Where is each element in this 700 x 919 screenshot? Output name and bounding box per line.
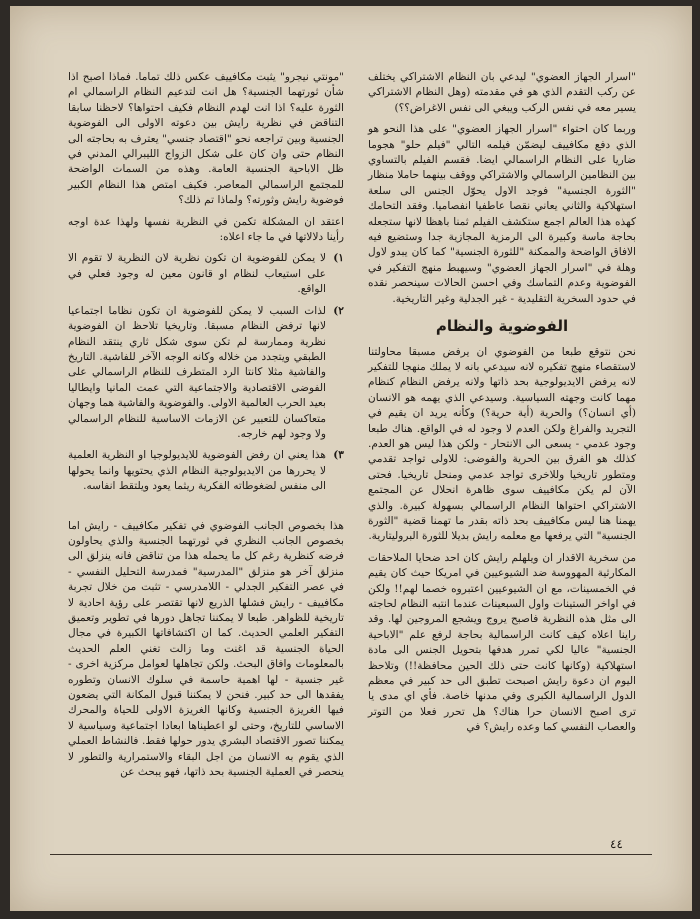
list-number: ٣) — [333, 449, 344, 462]
list-item — [68, 304, 344, 443]
left-column — [68, 70, 344, 786]
list-item — [68, 448, 344, 494]
paragraph: هذا بخصوص الجانب الفوضوي في تفكير مكافييف - رايش اما بخصوص الجانب النظري في ثورتهما الجنسية والذي يحاولون فرضه كنظرية رغم كل ما يحمله هذا من تناقض فانه ينزلق الى منزلق آخر هو منزلق "المدرسية" فمدرسة التحليل النفسي - في عصر التفكير الجدلي - اللامدرسي - تثبت من خلال تجربة مكافييف - رايش فشلها الذريع لانها تقتصر على رؤية احادية لا تاريخية للظواهر. طبعا لا يمكننا تجاهل دورها في تطوير وتعميق التفكير العلمي الحديث. كما ان اكتشافاتها الكبيرة في مجال الحياة الجنسية قد اغنت وما زالت تغني العلم الحديث بالمعلومات وافاق البحث. ولكن تجاهلها لعوامل مركزية اخرى - غير جنسية - لها اهمية حاسمة في سلوك الانسان وتطوره يفقدها الى حد كبير. فنحن لا يمكننا قبول المكانة التي يضعون فيها الغريزة الجنسية وكانها الغريزة الاولى للحياة والمحرك الاساسي للتاريخ، وحتى لو اعطيناها ابعادا اجتماعية وسياسية لا يمكننا تصور الاقتصاد البشري يدور حولها فقط. فالنشاط العملي الذي يقوم به الانسان من اجل البقاء والاستمرارية والتطور لا ينحصر في العملية الجنسية بحد ذاتها، فهو يبحث عن — [68, 519, 344, 779]
list-text: لا يمكن للفوضوية ان تكون نظرية لان النظرية لا تقوم الا على استيعاب لنظام او قانون معين له وجود فعلي في الواقع. — [68, 252, 326, 296]
list-text: هذا يعني ان رفض الفوضوية للايديولوجيا او النظرية العلمية لا يحررها من الايديولوجية النظام الذي يحتويها وانما يحولها الى منفس لضغوطاته الفكرية ريثما يعود ويلتقط انفاسه. — [68, 449, 326, 493]
paragraph: وربما كان احتواء "اسرار الجهاز العضوي" على هذا النحو هو الذي دفع مكافييف ليضمّن فيلمه التالي "فيلم حلو" هجوما ضاريا على النظام الراسمالي ايضا. فقسم الفيلم بالتساوي بين النظامين الراسمالي والاشتراكي ووقف بينهما حاملا منظار "الثورة الجنسية" فوجد الاول يحوّل الجنس الى سلعة استهلاكية والثاني يعاني نقصا عاطفيا انفصاميا. وفقد التحامك كهذه هذا العالم اجمع ستكشف الفيلم ثمنا باهظا لانها ستجعله بحاجة ماسة وكبيرة الى الرمزية المجازية جدا وستضيع فيه الافاق الواضحة والممكنة "للثورة الجنسية" كما كان يبدو لاول وهلة في "اسرار الجهاز العضوي" وسيهبط منهج التفكير في الفوضوية وعدم التماسك وفي احسن الحالات سينحصر نقده في حدود السخرية التقليدية - غير الجدلية وغير التاريخية. — [368, 123, 636, 305]
paragraph: "مونتي نيجرو" يثبت مكافييف عكس ذلك تماما. فماذا اصبح اذا شأن ثورتهما الجنسية؟ هل انت لتدعيم النظام الراسمالي ام الثورة عليه؟ اذا انت لهدم النظام فكيف احتواها؟ لاحظنا سابقا التناقض في نظرية رايش بين دعوته الاولى الى الفوضوية الجنسية وبين تراجعه نحو "اقتصاد جنسي" يعترف به بحاجته الى النظام حتى وان كان على شكل الزواج الليبرالي المدني في ظل الاباحية الجنسية العامة. وهذه من السمات الواضحة للمجتمع الراسمالي المعاصر. فكيف امتص هذا النظام الكبير فوضوية رايش وثورته؟ ولماذا تم ذلك؟ — [68, 71, 344, 207]
list-number: ٢) — [333, 304, 344, 317]
page-number: ٤٤ — [610, 837, 623, 851]
footer-rule — [50, 854, 652, 855]
paragraph: اعتقد ان المشكلة تكمن في النظرية نفسها ولهذا عدة اوجه رأينا دلالاتها في ما جاء اعلاه: — [68, 215, 344, 244]
list-item — [68, 251, 344, 297]
paragraph: نحن نتوقع طبعا من الفوضوي ان يرفض مسبقا محاولتنا لاستقصاء منهج تفكيره لانه سيدعي بانه لا يملك منهجا للتفكير لانه يرفض الايديولوجية بحد ذاتها ولانه يرفض النظام كنظام مهما كانت وجهته السياسية. وسيدعي الذي يهمه هو الانسان (أي انسان؟) والحرية (أية حرية؟) وكأنه يريد ان يقيم في التجريد والفراغ ولكن العدم لا وجود له في الواقع. هناك طبعا وجود عدمي - يسعى الى الانتحار - ولكن هذا ليس هو العدم. كذلك هو الفرق بين الحرية والفوضى: للاولى تواجد تقدمي ومتطور تاريخيا وللاخرى تواجد عدمي ومنحل تاريخيا. فحتى الآن لم يكن مكافييف سوى ظاهرة انحلال عن المجتمع الاشتراكي احتواها النظام الراسمالي بسهولة كبيرة. والذي يهمنا هنا ليس مكافييف بحد ذاته بقدر ما تهمنا قضية "الثورة الجنسية" التي يرفعها مع معلمه رايش بديلا للثورة البروليتارية. — [368, 345, 636, 543]
list-text: لذات السبب لا يمكن للفوضوية ان تكون نظاما اجتماعيا لانها ترفض النظام مسبقا. وتاريخيا تلاحظ ان الفوضوية نظرية وممارسة لم تكن سوى شكل ثاري ينتقد النظام الطبقي ويتجدد من خلاله وكانه الوجه الآخر للفاشية. التاريخ والفاشية مثلا كانتا الرد المتطرف للنظام الراسمالي على الفوضى الاقتصادية والاجتماعية التي عمت المانيا وايطاليا بعيد الحرب العالمية الاولى. والفوضوية والفاشية هما وجهان متعاكسان للتعبير عن الازمات الاساسية للنظام الراسمالي ولا وجود لهم خارجه. — [68, 304, 326, 440]
paragraph: من سخرية الاقدار ان ويلهلم رايش كان احد ضحايا الملاحقات المكارثية المهووسة ضد الشيوعيين في امريكا حيث كان يقيم في الخمسينات، مع ان الشيوعيين اعتبروه خصما لهم!! ولكن في اواخر الستينات واول السبعينات عندما انتبه النظام لحاجته الى مثل هذه النظرية فاصبح يروج ويشجع المروجين لها. وقد راينا اعلاه كيف كانت الراسمالية بحاجة لرفع علم "الاباحية الجنسية" عاليا لكي تمرر هدفها بتحويل الجنس الى مادة استهلاكية (وكانها كانت حتى ذلك الحين محافظة!!) وتلاحظ اليوم ان دعوة رايش اصبحت تطبق الى حد كبير في معظم الدول الراسمالية الكبرى وفي مدنها خاصة. فأي اي مدى يا ترى اصبح الانسان حرا هناك؟ هل تحرر فعلا من التوتر والعصاب النفسي كما وعده رايش؟ في — [368, 551, 636, 734]
magazine-page — [10, 6, 692, 911]
section-heading: الفوضوية والنظام — [435, 317, 569, 336]
spacer — [68, 501, 344, 519]
paragraph: "اسرار الجهاز العضوي" ليدعي بان النظام الاشتراكي يختلف عن ركب التقدم الذي هو في مقدمته (وهل النظام الاشتراكي يسير معه في نفس الركب ويبغي الى نفس الاغراض؟؟) — [368, 71, 636, 114]
list-number: ١) — [333, 252, 344, 265]
right-column — [368, 70, 636, 742]
numbered-list — [68, 251, 344, 494]
